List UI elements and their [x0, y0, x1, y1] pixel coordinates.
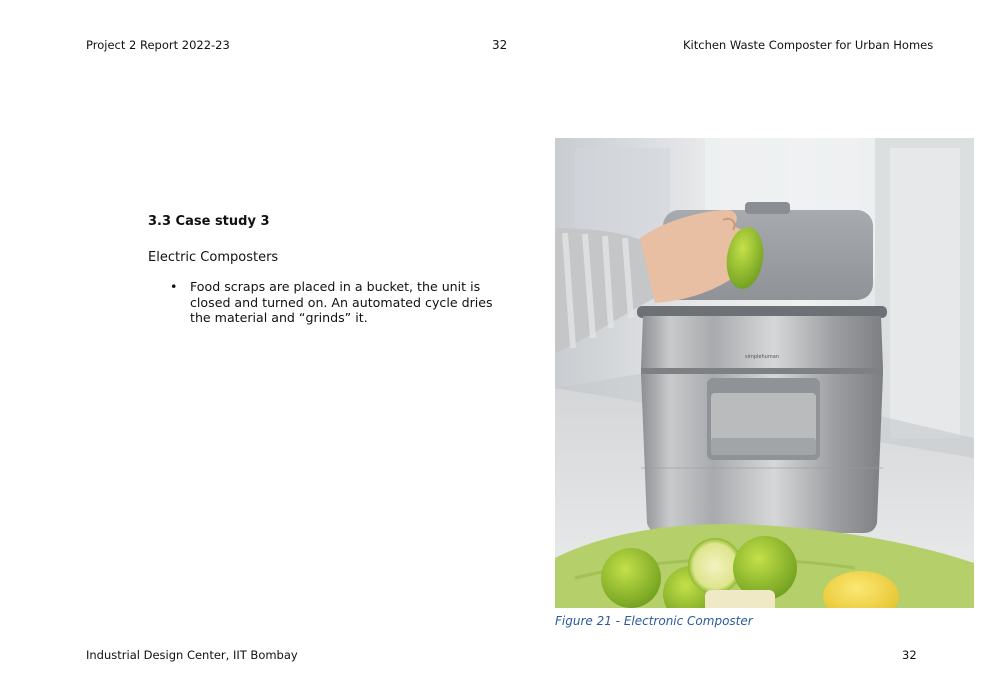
bullet-text: Food scraps are placed in a bucket, the unit is closed and turned on. An automated cycle dries the material and “grinds” it. [190, 279, 493, 325]
header-right-text: Kitchen Waste Composter for Urban Homes [683, 38, 934, 52]
composter-photo [555, 138, 974, 608]
section-heading: 3.3 Case study 3 [148, 214, 270, 229]
composter-illustration [555, 138, 974, 608]
subheading: Electric Composters [148, 250, 279, 265]
bullet-marker: • [170, 279, 178, 294]
figure-caption: Figure 21 - Electronic Composter [555, 614, 753, 628]
footer-page-number: 32 [902, 648, 917, 662]
bullet-list [170, 279, 510, 326]
header-left-text: Project 2 Report 2022-23 [86, 38, 230, 52]
list-item [170, 279, 510, 326]
footer-left-text: Industrial Design Center, IIT Bombay [86, 648, 298, 662]
product-brand-text: simplehuman [745, 354, 779, 360]
header-page-number: 32 [492, 38, 508, 52]
